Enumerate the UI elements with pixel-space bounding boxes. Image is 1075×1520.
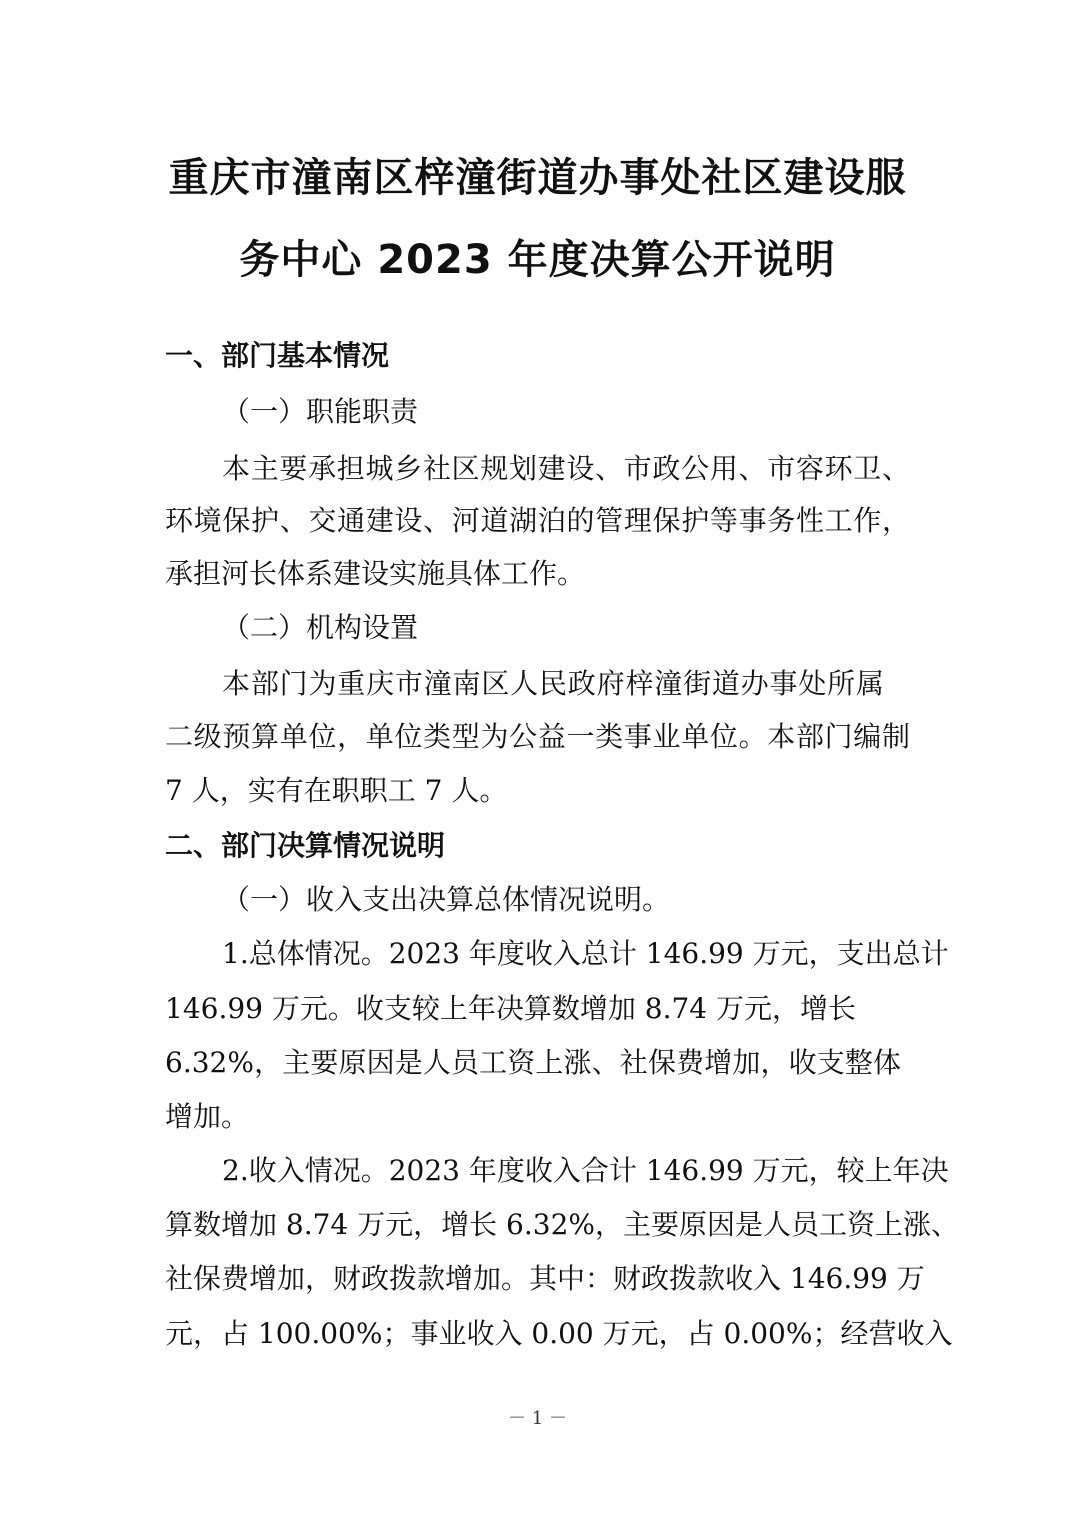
paragraph-line: 7 人，实有在职职工 7 人。 [165,774,508,807]
section-1-heading: 一、部门基本情况 [165,339,390,372]
paragraph-line: 算数增加 8.74 万元，增长 6.32%，主要原因是人员工资上涨、 [165,1208,959,1241]
paragraph-line: 146.99 万元。收支较上年决算数增加 8.74 万元，增长 [165,992,857,1025]
paragraph-line: 环境保护、交通建设、河道湖泊的管理保护等事务性工作， [165,504,910,537]
paragraph-line: 本部门为重庆市潼南区人民政府梓潼街道办事处所属 [222,667,884,700]
paragraph-line: 6.32%，主要原因是人员工资上涨、社保费增加，收支整体 [165,1046,901,1079]
paragraph-line: 社保费增加，财政拨款增加。其中：财政拨款收入 146.99 万 [165,1262,925,1295]
paragraph-line: 二级预算单位，单位类型为公益一类事业单位。本部门编制 [165,720,910,753]
subsection-1-1-heading: （一）职能职责 [222,395,419,428]
page-number: － 1 － [508,1408,567,1429]
paragraph-line: 2.收入情况。2023 年度收入合计 146.99 万元，较上年决 [222,1154,949,1187]
paragraph-line: 本主要承担城乡社区规划建设、市政公用、市容环卫、 [222,452,910,485]
paragraph-line: 元，占 100.00%；事业收入 0.00 万元，占 0.00%；经营收入 [165,1317,953,1350]
paragraph-line: 增加。 [165,1100,250,1133]
paragraph-line: 承担河长体系建设实施具体工作。 [165,557,586,590]
section-2-heading: 二、部门决算情况说明 [165,829,446,862]
paragraph-line: 1.总体情况。2023 年度收入总计 146.99 万元，支出总计 [222,937,949,970]
document-title-line-1: 重庆市潼南区梓潼街道办事处社区建设服 [168,155,907,201]
subsection-2-1-heading: （一）收入支出决算总体情况说明。 [222,883,671,916]
document-title-line-2: 务中心 2023 年度决算公开说明 [239,237,836,283]
subsection-1-2-heading: （二）机构设置 [222,611,419,644]
